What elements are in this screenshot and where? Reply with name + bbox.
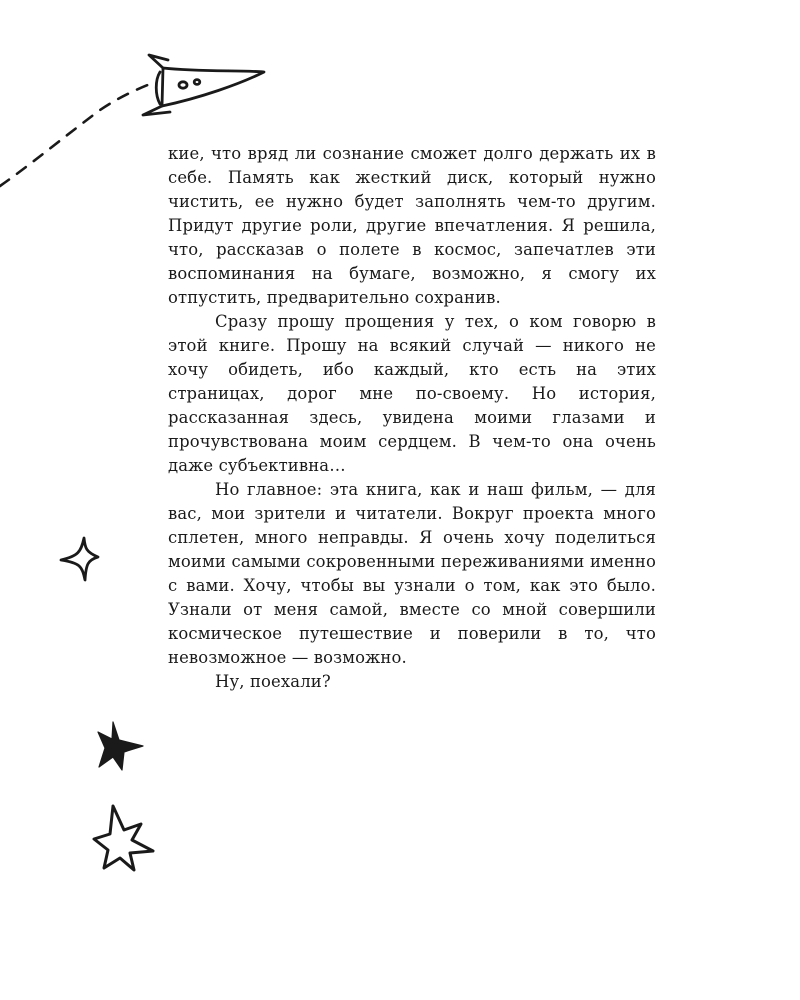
paragraph-3: Но главное: эта книга, как и наш фильм, — для вас, мои зрители и читатели. Вокруг проекта много сплетен, много неправды. Я очень хочу поделиться моими самыми сокровенными переживаниями именно с вами. Хочу, чтобы вы узнали о том, как это было. Узнали от меня самой, вместе со мной совершили космическое путешествие и поверили в то, что невозможное — возможно. [168,480,656,667]
dashed-trail-icon [0,84,150,186]
main-text [168,142,656,694]
paragraph-1: кие, что вряд ли сознание сможет долго держать их в себе. Память как жесткий диск, который нужно чистить, ее нужно будет заполнять чем-то другим. Придут другие роли, другие впечатления. Я решила, что, рассказав о полете в космос, запечатлев эти воспоминания на бумаге, возможно, я смогу их отпустить, предварительно сохранив. [168,144,656,307]
paragraph-2: Сразу прошу прощения у тех, о ком говорю в этой книге. Прошу на всякий случай — никого не хочу обидеть, ибо каждый, кто есть на этих страницах, дорог мне по-своему. Но история, рассказанная здесь, увидена моими глазами и прочувствована моим сердцем. В чем-то она очень даже субъективна… [168,312,656,475]
rocket-icon [143,55,264,115]
six-point-star-icon [94,806,153,870]
five-point-star-icon [98,722,143,770]
four-point-star-icon [61,538,98,580]
paragraph-4: Ну, поехали? [215,672,331,691]
